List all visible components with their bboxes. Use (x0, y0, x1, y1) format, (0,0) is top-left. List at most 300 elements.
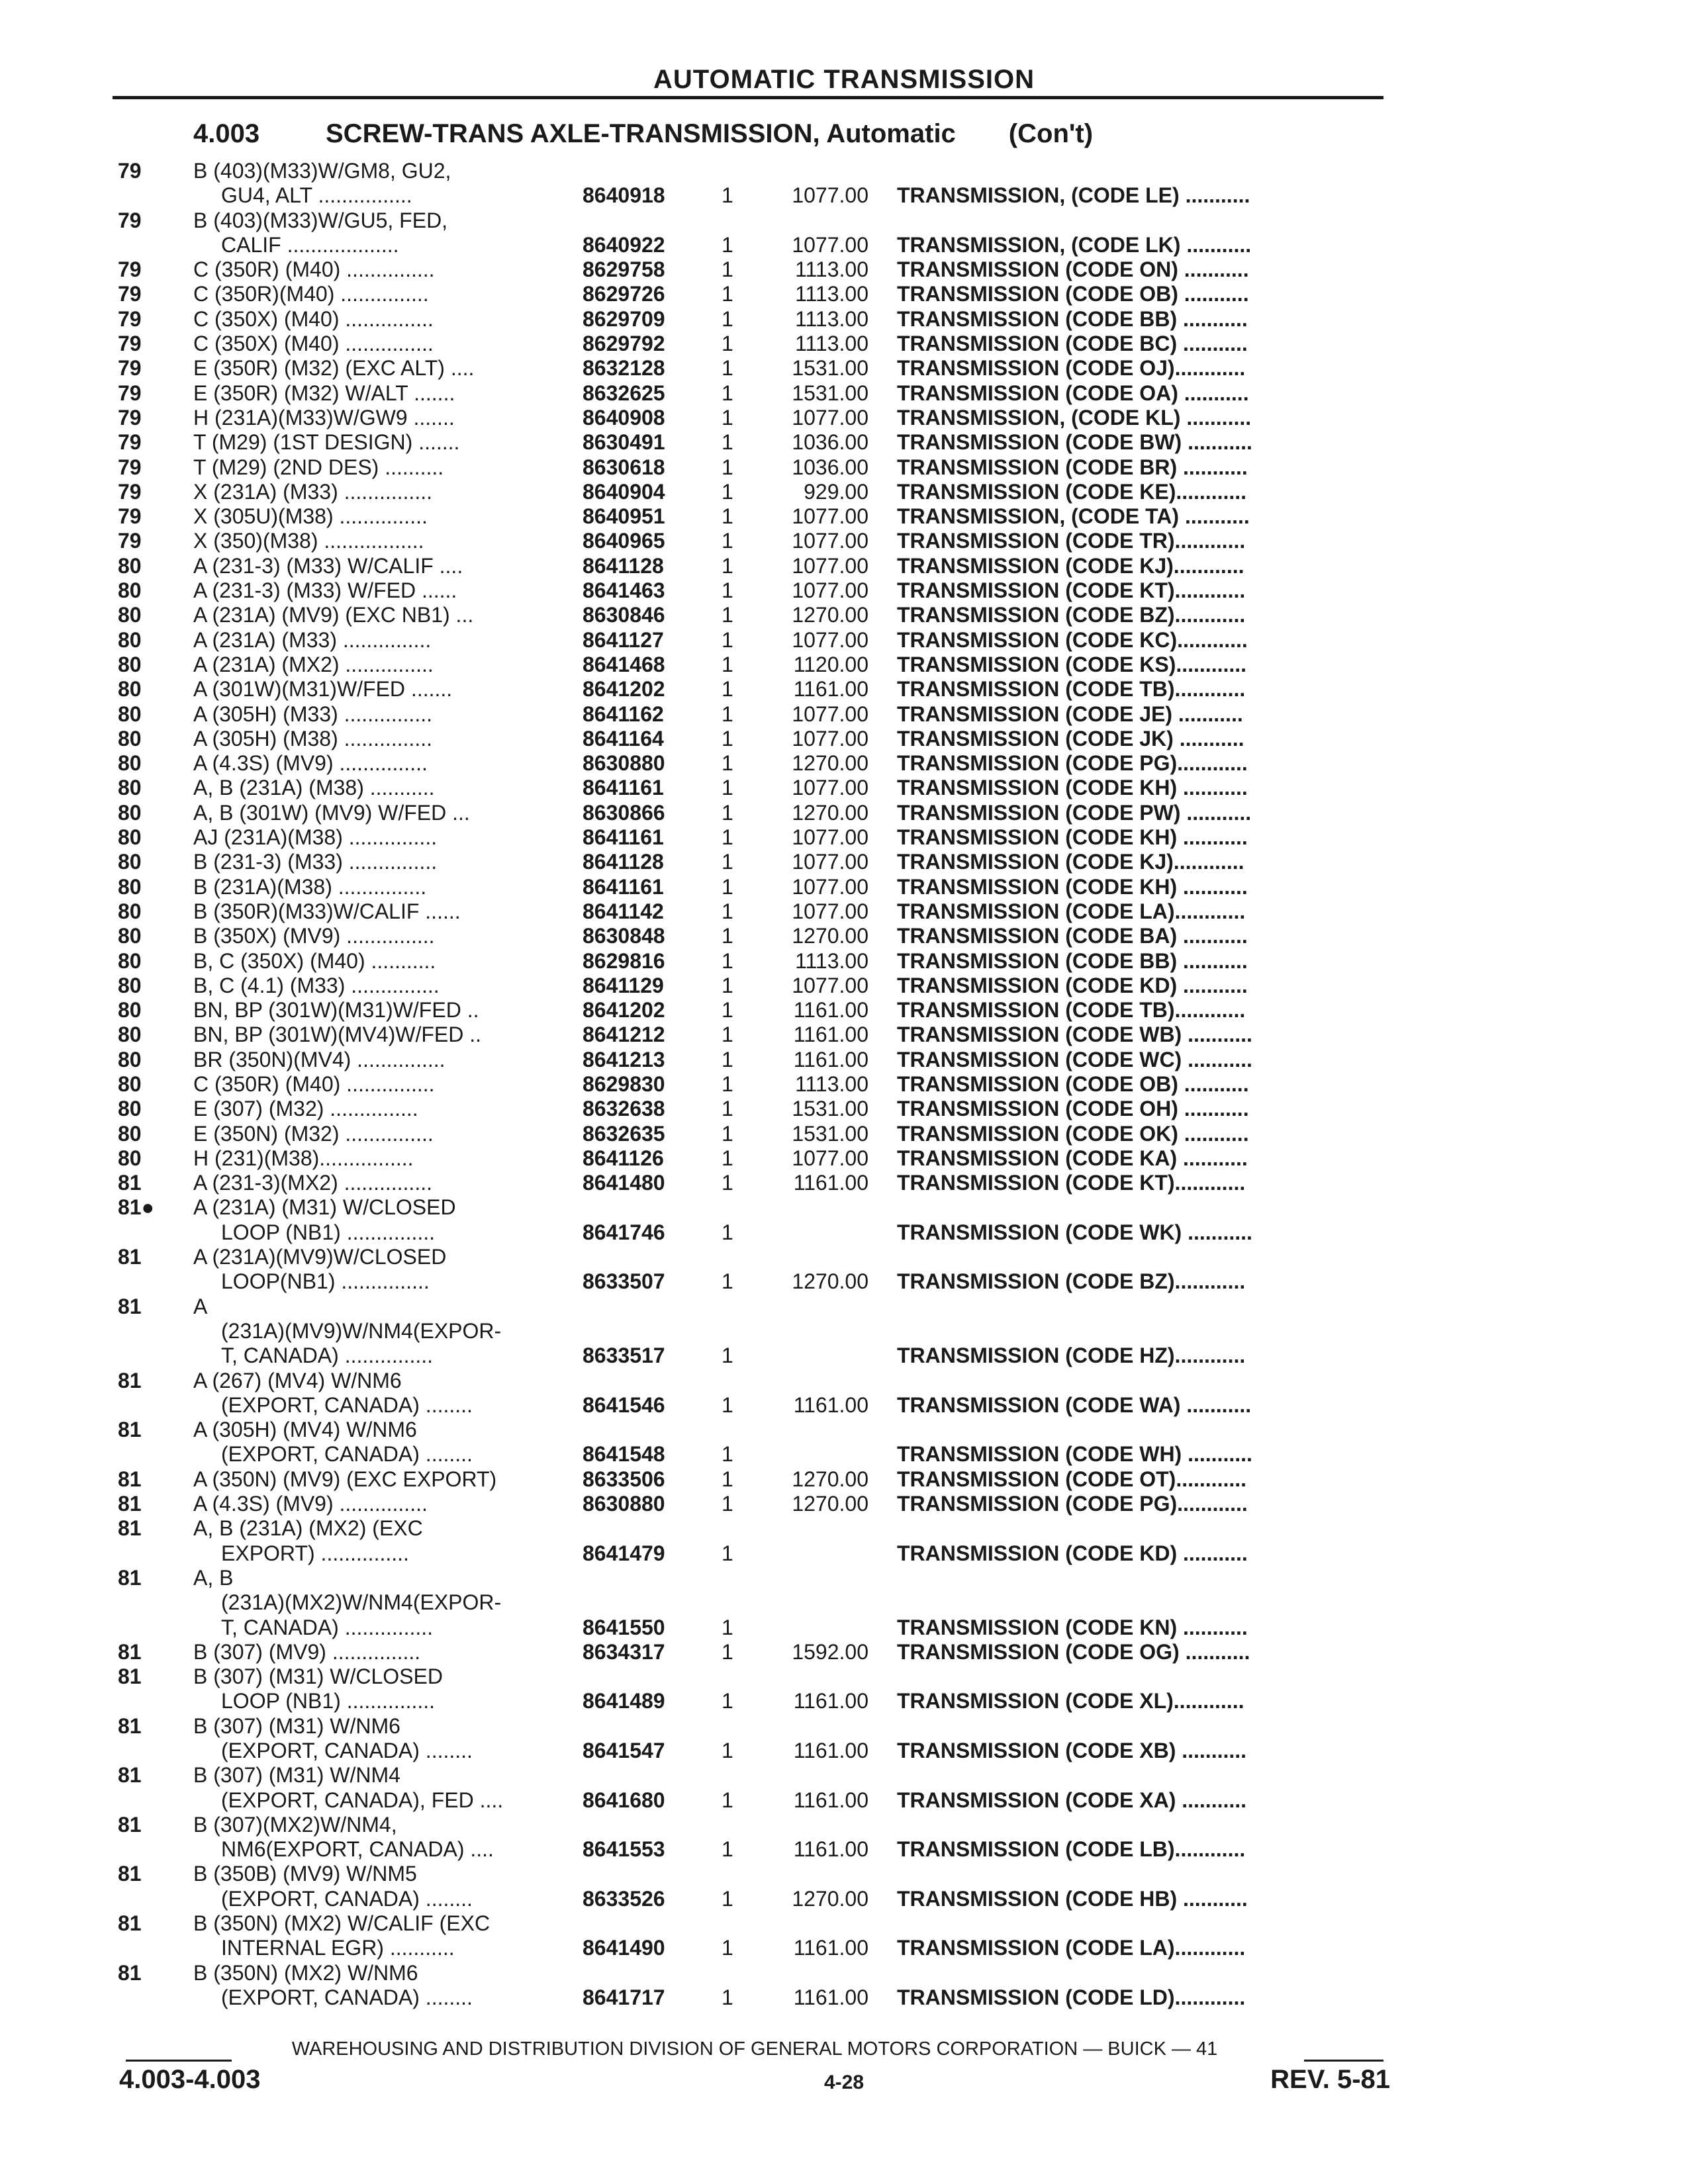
quantity: 1 (722, 1615, 733, 1639)
description (193, 1418, 569, 1467)
description-line: A (193, 1294, 208, 1318)
model-year: 79 (118, 504, 142, 529)
quantity: 1 (722, 1886, 733, 1911)
description-line: A, B (231A) (MX2) (EXC (193, 1516, 423, 1541)
quantity: 1 (722, 652, 733, 676)
part-number: 8640908 (583, 405, 665, 430)
part-name: TRANSMISSION (CODE XL)............ (897, 1689, 1244, 1713)
description-line: B (350N) (MX2) W/CALIF (EXC (193, 1911, 491, 1936)
description (193, 677, 569, 702)
part-number: 8641161 (583, 874, 664, 899)
section-continued: (Con't) (1008, 119, 1094, 148)
section-title: SCREW-TRANS AXLE-TRANSMISSION, Automatic (326, 119, 956, 148)
quantity: 1 (722, 1788, 733, 1812)
description (193, 727, 569, 751)
quantity: 1 (722, 183, 733, 208)
part-number: 8634317 (583, 1639, 665, 1664)
model-year: 80 (118, 825, 142, 850)
price: 1161.00 (793, 1739, 868, 1762)
price: 1531.00 (792, 1097, 868, 1121)
description (193, 208, 569, 258)
description-line: B (307) (MV9) ............... (193, 1639, 421, 1664)
part-name: TRANSMISSION (CODE TR)............ (897, 529, 1246, 553)
model-year: 80 (118, 874, 142, 899)
description-line: (EXPORT, CANADA) ........ (221, 1886, 473, 1911)
part-name: TRANSMISSION (CODE WC) ........... (897, 1047, 1252, 1071)
part-name: TRANSMISSION (CODE KD) ........... (897, 973, 1248, 997)
description (193, 825, 569, 850)
quantity: 1 (722, 1492, 733, 1516)
price: 1077.00 (792, 1146, 868, 1170)
model-year: 81 (118, 1294, 142, 1318)
description-line: A (305H) (M33) ............... (193, 702, 432, 726)
description-line: T, CANADA) ............... (221, 1615, 434, 1639)
description (193, 924, 569, 948)
model-year: 79 (118, 306, 142, 331)
description (193, 653, 569, 677)
price: 1077.00 (792, 776, 868, 800)
model-year: 81 (118, 1713, 142, 1738)
description-line: A (231-3) (M33) W/CALIF .... (193, 553, 463, 578)
quantity: 1 (722, 751, 733, 776)
part-number: 8630491 (583, 430, 665, 455)
price: 1161.00 (793, 1837, 868, 1862)
price: 1077.00 (792, 232, 868, 257)
part-name: TRANSMISSION (CODE KH) ........... (897, 825, 1248, 850)
part-name: TRANSMISSION (CODE PG)............ (897, 751, 1248, 776)
price: 1077.00 (792, 627, 868, 652)
quantity: 1 (722, 1023, 733, 1047)
description-line: B (307) (M31) W/NM4 (193, 1763, 400, 1788)
table-row (0, 825, 1688, 850)
price: 1531.00 (792, 381, 868, 405)
part-name: TRANSMISSION (CODE KA) ........... (897, 1146, 1248, 1170)
quantity: 1 (722, 1837, 733, 1862)
description-line: A (231A) (MX2) ............... (193, 652, 434, 676)
description-line: A (231A)(MV9)W/CLOSED (193, 1245, 447, 1269)
table-row (0, 899, 1688, 924)
model-year: 79 (118, 529, 142, 553)
table-row (0, 1097, 1688, 1121)
part-name: TRANSMISSION (CODE JE) ........... (897, 702, 1243, 726)
model-year: 80 (118, 726, 142, 751)
price: 1077.00 (792, 825, 868, 850)
part-number: 8641489 (583, 1689, 665, 1713)
model-year: 80 (118, 652, 142, 676)
price: 1161.00 (793, 1023, 868, 1047)
price: 1161.00 (793, 998, 868, 1023)
table-row (0, 1146, 1688, 1171)
table-row (0, 628, 1688, 653)
description-line: E (350N) (M32) ............... (193, 1121, 434, 1146)
table-row (0, 677, 1688, 702)
description (193, 1640, 569, 1664)
part-number: 8630848 (583, 924, 665, 948)
price: 1531.00 (792, 356, 868, 381)
description (193, 1122, 569, 1146)
part-number: 8641212 (583, 1023, 665, 1047)
part-name: TRANSMISSION (CODE KC)............ (897, 627, 1248, 652)
description-line: INTERNAL EGR) ........... (221, 1936, 455, 1960)
model-year: 81 (118, 1467, 142, 1491)
description-line: AJ (231A)(M38) ............... (193, 825, 438, 850)
part-number: 8629830 (583, 1071, 665, 1096)
description-line: A (4.3S) (MV9) ............... (193, 751, 428, 776)
part-number: 8632128 (583, 356, 665, 381)
part-name: TRANSMISSION (CODE BZ)............ (897, 603, 1246, 627)
quantity: 1 (722, 504, 733, 529)
quantity: 1 (722, 1936, 733, 1960)
description-line: BN, BP (301W)(M31)W/FED .. (193, 998, 479, 1023)
price: 1077.00 (792, 405, 868, 430)
section-heading (193, 119, 1093, 149)
part-number: 8629816 (583, 948, 665, 973)
description (193, 603, 569, 627)
quantity: 1 (722, 924, 733, 948)
description (193, 1097, 569, 1121)
model-year: 81 (118, 1862, 142, 1886)
part-name: TRANSMISSION (CODE KN) ........... (897, 1615, 1248, 1639)
description-line: LOOP (NB1) ............... (221, 1689, 436, 1713)
footer-revision: REV. 5-81 (1270, 2065, 1390, 2094)
part-number: 8641202 (583, 677, 665, 702)
table-row (0, 1862, 1688, 1911)
quantity: 1 (722, 899, 733, 923)
part-name: TRANSMISSION (CODE KT)............ (897, 1171, 1246, 1195)
table-row (0, 406, 1688, 430)
model-year: 80 (118, 800, 142, 825)
table-row (0, 1467, 1688, 1492)
description-line: X (305U)(M38) ............... (193, 504, 428, 529)
table-row (0, 430, 1688, 455)
model-year: 81 (118, 1516, 142, 1541)
part-name: TRANSMISSION (CODE HZ)............ (897, 1343, 1246, 1368)
quantity: 1 (722, 356, 733, 381)
price: 929.00 (804, 479, 868, 504)
description-line: B, C (350X) (M40) ........... (193, 948, 436, 973)
quantity: 1 (722, 1467, 733, 1491)
part-name: TRANSMISSION (CODE BC) ........... (897, 332, 1248, 356)
model-year: 79 (118, 332, 142, 356)
part-number: 8641126 (583, 1146, 664, 1170)
table-row (0, 801, 1688, 825)
part-name: TRANSMISSION (CODE LA)............ (897, 899, 1246, 923)
model-year: 80 (118, 1071, 142, 1096)
part-name: TRANSMISSION (CODE BB) ........... (897, 306, 1248, 331)
quantity: 1 (722, 825, 733, 850)
quantity: 1 (722, 1097, 733, 1121)
description-line: X (231A) (M33) ............... (193, 479, 432, 504)
model-year: 80 (118, 776, 142, 800)
part-number: 8629792 (583, 332, 665, 356)
model-year: 80 (118, 924, 142, 948)
model-year: 81● (118, 1195, 154, 1220)
description-line: B (307)(MX2)W/NM4, (193, 1812, 397, 1837)
quantity: 1 (722, 850, 733, 874)
table-row (0, 603, 1688, 627)
description-line: B (403)(M33)W/GU5, FED, (193, 208, 448, 232)
model-year: 80 (118, 850, 142, 874)
description (193, 332, 569, 356)
quantity: 1 (722, 1047, 733, 1071)
price: 1531.00 (792, 1121, 868, 1146)
price: 1077.00 (792, 183, 868, 208)
description-line: B (307) (M31) W/NM6 (193, 1713, 400, 1738)
model-year: 79 (118, 430, 142, 455)
quantity: 1 (722, 677, 733, 702)
price: 1270.00 (792, 603, 868, 627)
price: 1077.00 (792, 899, 868, 923)
table-row (0, 1072, 1688, 1097)
part-name: TRANSMISSION (CODE OA) ........... (897, 381, 1249, 405)
description (193, 381, 569, 406)
description-line: T, CANADA) ............... (221, 1343, 434, 1368)
model-year: 81 (118, 1245, 142, 1269)
table-row (0, 578, 1688, 603)
description (193, 899, 569, 924)
description-line: A (301W)(M31)W/FED ....... (193, 677, 453, 702)
table-row (0, 554, 1688, 578)
part-name: TRANSMISSION (CODE BW) ........... (897, 430, 1252, 455)
model-year: 79 (118, 282, 142, 306)
quantity: 1 (722, 1146, 733, 1170)
part-name: TRANSMISSION (CODE BB) ........... (897, 948, 1248, 973)
table-row (0, 875, 1688, 899)
quantity: 1 (722, 529, 733, 553)
quantity: 1 (722, 1121, 733, 1146)
description (193, 455, 569, 480)
part-number: 8633507 (583, 1269, 665, 1294)
description-line: B (350X) (MV9) ............... (193, 924, 435, 948)
table-row (0, 257, 1688, 282)
part-number: 8641202 (583, 998, 665, 1023)
description (193, 257, 569, 282)
part-number: 8641161 (583, 825, 664, 850)
description-line: B (350N) (MX2) W/NM6 (193, 1960, 418, 1985)
part-name: TRANSMISSION (CODE XB) ........... (897, 1739, 1247, 1762)
table-row (0, 1961, 1688, 2011)
part-number: 8629726 (583, 282, 665, 306)
price: 1161.00 (793, 1047, 868, 1071)
description (193, 480, 569, 504)
quantity: 1 (722, 381, 733, 405)
description-line: (EXPORT, CANADA) ........ (221, 1442, 473, 1467)
part-number: 8641142 (583, 899, 664, 923)
price: 1077.00 (792, 553, 868, 578)
quantity: 1 (722, 726, 733, 751)
part-number: 8633506 (583, 1467, 665, 1491)
table-row (0, 1122, 1688, 1146)
part-name: TRANSMISSION, (CODE LK) ........... (897, 232, 1252, 257)
description (193, 1023, 569, 1047)
quantity: 1 (722, 1442, 733, 1467)
description-line: (231A)(MX2)W/NM4(EXPOR- (221, 1590, 502, 1615)
description (193, 1862, 569, 1911)
description (193, 1245, 569, 1295)
footer-division (126, 2038, 1383, 2065)
table-row (0, 653, 1688, 677)
description (193, 430, 569, 455)
part-name: TRANSMISSION (CODE BZ)............ (897, 1269, 1246, 1294)
price: 1077.00 (792, 973, 868, 997)
table-row (0, 998, 1688, 1023)
model-year: 80 (118, 553, 142, 578)
description (193, 1813, 569, 1862)
description-line: A, B (301W) (MV9) W/FED ... (193, 800, 470, 825)
table-row (0, 381, 1688, 406)
part-number: 8641746 (583, 1220, 665, 1244)
price: 1113.00 (795, 1071, 868, 1096)
part-name: TRANSMISSION (CODE XA) ........... (897, 1788, 1247, 1812)
title-rule (113, 96, 1383, 99)
description-line: E (350R) (M32) (EXC ALT) .... (193, 356, 475, 381)
model-year: 79 (118, 208, 142, 232)
description (193, 875, 569, 899)
quantity: 1 (722, 998, 733, 1023)
description (193, 554, 569, 578)
table-row (0, 1714, 1688, 1764)
description (193, 751, 569, 776)
description (193, 356, 569, 381)
description-line: E (307) (M32) ............... (193, 1097, 418, 1121)
part-number: 8641127 (583, 627, 664, 652)
part-number: 8641463 (583, 578, 665, 603)
description-line: BN, BP (301W)(MV4)W/FED .. (193, 1023, 482, 1047)
part-name: TRANSMISSION (CODE KJ)............ (897, 850, 1244, 874)
part-number: 8641164 (583, 726, 664, 751)
table-row (0, 1369, 1688, 1418)
table-row (0, 307, 1688, 332)
description (193, 1961, 569, 2011)
table-row (0, 1171, 1688, 1195)
price: 1270.00 (792, 1492, 868, 1516)
description (193, 282, 569, 306)
price: 1270.00 (792, 1269, 868, 1294)
description-line: C (350R) (M40) ............... (193, 257, 435, 282)
model-year: 80 (118, 1097, 142, 1121)
model-year: 80 (118, 627, 142, 652)
part-number: 8641480 (583, 1171, 665, 1195)
table-row (0, 727, 1688, 751)
description-line: LOOP (NB1) ............... (221, 1220, 436, 1244)
quantity: 1 (722, 603, 733, 627)
model-year: 80 (118, 998, 142, 1023)
part-number: 8641128 (583, 553, 664, 578)
part-name: TRANSMISSION (CODE KD) ........... (897, 1541, 1248, 1565)
table-row (0, 1911, 1688, 1961)
part-number: 8633526 (583, 1886, 665, 1911)
price: 1161.00 (793, 1689, 868, 1713)
description-line: B (231-3) (M33) ............... (193, 850, 438, 874)
price: 1077.00 (792, 726, 868, 751)
quantity: 1 (722, 1269, 733, 1294)
part-number: 8641717 (583, 1985, 665, 2009)
quantity: 1 (722, 1689, 733, 1713)
price: 1161.00 (793, 1788, 868, 1812)
table-row (0, 529, 1688, 553)
model-year: 80 (118, 948, 142, 973)
part-number: 8641468 (583, 652, 665, 676)
price: 1161.00 (793, 1171, 868, 1195)
table-row (0, 1516, 1688, 1566)
table-row (0, 924, 1688, 948)
description (193, 1195, 569, 1245)
table-row (0, 974, 1688, 998)
part-name: TRANSMISSION (CODE OB) ........... (897, 282, 1249, 306)
description-line: CALIF ................... (221, 232, 399, 257)
part-number: 8641162 (583, 702, 664, 726)
part-number: 8629758 (583, 257, 665, 282)
description (193, 1072, 569, 1097)
model-year: 80 (118, 751, 142, 776)
part-number: 8630618 (583, 455, 665, 479)
price: 1036.00 (792, 455, 868, 479)
table-row (0, 1763, 1688, 1813)
part-number: 8641213 (583, 1047, 665, 1071)
part-number: 8632625 (583, 381, 665, 405)
quantity: 1 (722, 405, 733, 430)
footer-section-range: 4.003-4.003 (119, 2065, 261, 2094)
part-number: 8641553 (583, 1837, 665, 1862)
model-year: 80 (118, 578, 142, 603)
table-row (0, 1640, 1688, 1664)
description-line: A (4.3S) (MV9) ............... (193, 1492, 428, 1516)
part-name: TRANSMISSION (CODE HB) ........... (897, 1886, 1248, 1911)
model-year: 80 (118, 1146, 142, 1170)
part-name: TRANSMISSION (CODE OK) ........... (897, 1121, 1249, 1146)
description (193, 1911, 569, 1961)
quantity: 1 (722, 702, 733, 726)
description (193, 1492, 569, 1516)
quantity: 1 (722, 627, 733, 652)
table-row (0, 356, 1688, 381)
description-line: A (231A) (MV9) (EXC NB1) ... (193, 603, 474, 627)
quantity: 1 (722, 553, 733, 578)
description-line: H (231A)(M33)W/GW9 ....... (193, 405, 455, 430)
price: 1161.00 (793, 1392, 868, 1417)
description-line: BR (350N)(MV4) ............... (193, 1047, 445, 1071)
part-number: 8630880 (583, 1492, 665, 1516)
description-line: A (267) (MV4) W/NM6 (193, 1368, 402, 1392)
table-row (0, 1195, 1688, 1245)
quantity: 1 (722, 232, 733, 257)
part-number: 8641547 (583, 1739, 665, 1762)
quantity: 1 (722, 948, 733, 973)
quantity: 1 (722, 1541, 733, 1565)
model-year: 81 (118, 1565, 142, 1590)
footer-rule-right (1304, 2060, 1383, 2062)
table-row (0, 949, 1688, 974)
section-number: 4.003 (193, 119, 260, 148)
part-number: 8641129 (583, 973, 664, 997)
price: 1077.00 (792, 850, 868, 874)
description (193, 307, 569, 332)
part-name: TRANSMISSION (CODE LA)............ (897, 1936, 1246, 1960)
description (193, 702, 569, 727)
part-name: TRANSMISSION (CODE ON) ........... (897, 257, 1249, 282)
price: 1113.00 (795, 306, 868, 331)
part-name: TRANSMISSION (CODE WK) ........... (897, 1220, 1252, 1244)
description (193, 1516, 569, 1566)
description (193, 998, 569, 1023)
quantity: 1 (722, 455, 733, 479)
price: 1161.00 (793, 1985, 868, 2009)
part-name: TRANSMISSION, (CODE KL) ........... (897, 405, 1252, 430)
table-row (0, 504, 1688, 529)
description-line: H (231)(M38)................ (193, 1146, 414, 1170)
price: 1120.00 (793, 652, 868, 676)
table-row (0, 1295, 1688, 1369)
